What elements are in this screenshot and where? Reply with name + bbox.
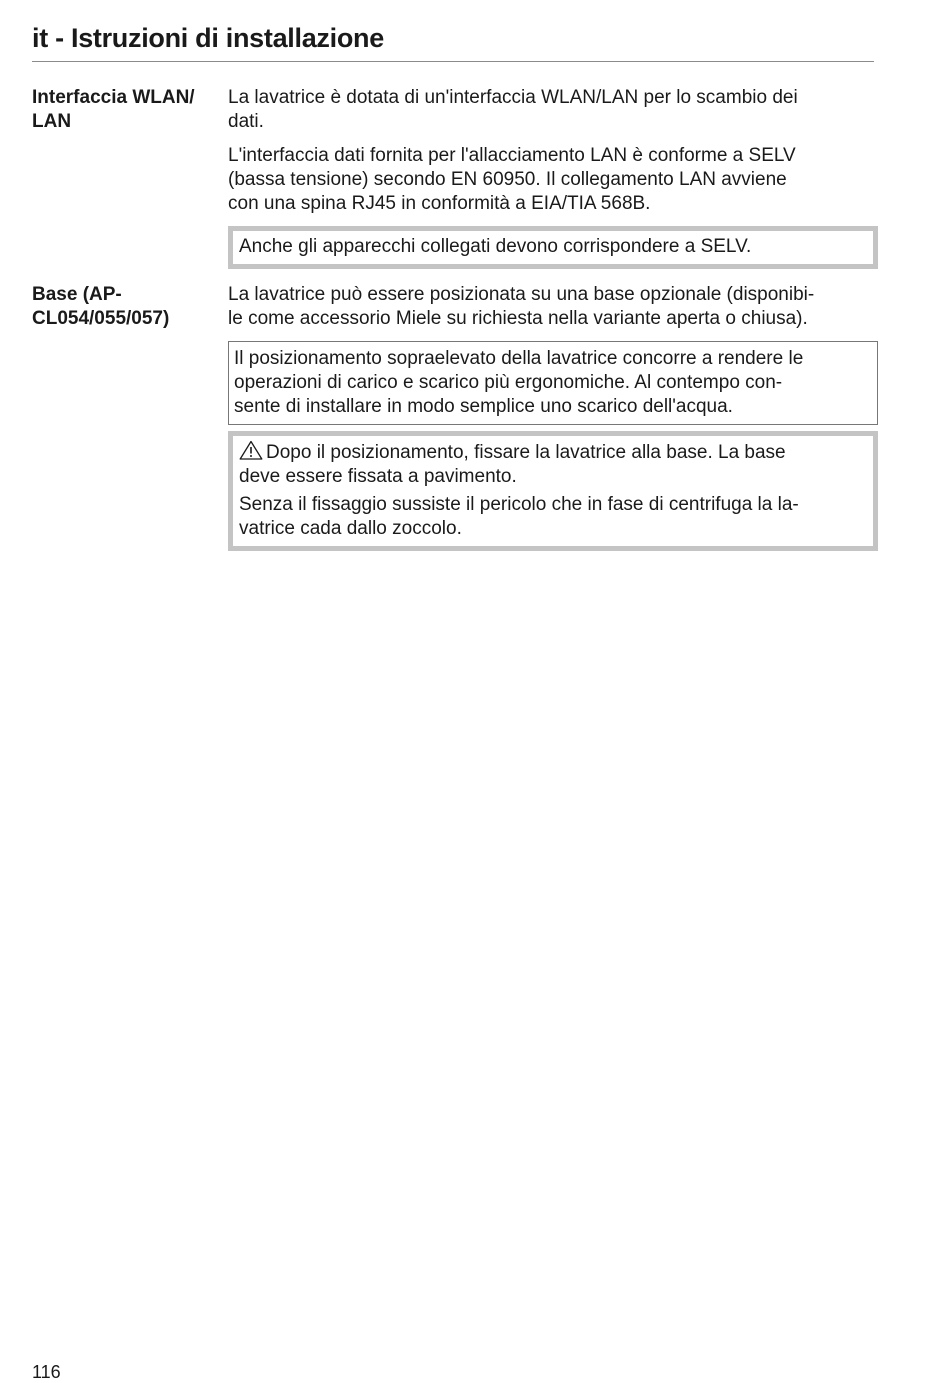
- note-box: Anche gli apparecchi collegati devono corrispondere a SELV.: [228, 226, 878, 269]
- paragraph: [228, 86, 878, 134]
- text-line: L'interfaccia dati fornita per l'allacciamento LAN è conforme a SELV: [228, 145, 796, 166]
- text-line: sente di installare in modo semplice uno scarico dell'acqua.: [234, 396, 733, 417]
- header-rule: [32, 61, 874, 62]
- page-title: it - Istruzioni di installazione: [32, 23, 384, 53]
- text-line: Dopo il posizionamento, fissare la lavatrice alla base. La base: [266, 442, 786, 463]
- text-line: operazioni di carico e scarico più ergonomiche. Al contempo con-: [234, 372, 783, 393]
- warning-paragraph: [239, 493, 867, 541]
- paragraph: [228, 144, 878, 216]
- warning-triangle-icon: [239, 440, 263, 460]
- label-line: Base (AP-: [32, 284, 122, 305]
- section-body: [228, 86, 878, 269]
- section-label: [32, 86, 222, 134]
- page-header: [32, 20, 874, 62]
- label-line: Interfaccia WLAN/: [32, 87, 195, 108]
- text-line: La lavatrice può essere posizionata su una base opzionale (disponibi-: [228, 284, 815, 305]
- text-line: Senza il fissaggio sussiste il pericolo che in fase di centrifuga la la-: [239, 494, 799, 515]
- label-line: CL054/055/057): [32, 308, 170, 329]
- text-line: Il posizionamento sopraelevato della lavatrice concorre a rendere le: [234, 348, 804, 369]
- text-line: le come accessorio Miele su richiesta nella variante aperta o chiusa).: [228, 308, 808, 329]
- text-line: deve essere fissata a pavimento.: [239, 466, 517, 487]
- page-number: 116: [32, 1362, 61, 1382]
- warning-paragraph: [239, 440, 867, 489]
- section-label: [32, 283, 222, 331]
- text-line: (bassa tensione) secondo EN 60950. Il collegamento LAN avviene: [228, 169, 787, 190]
- text-line: dati.: [228, 111, 264, 132]
- info-box: [228, 341, 878, 425]
- paragraph: [228, 283, 878, 331]
- text-line: La lavatrice è dotata di un'interfaccia WLAN/LAN per lo scambio dei: [228, 87, 798, 108]
- label-line: LAN: [32, 111, 72, 132]
- section-body: [228, 283, 878, 551]
- text-line: con una spina RJ45 in conformità a EIA/TIA 568B.: [228, 193, 651, 214]
- warning-box: [228, 431, 878, 551]
- text-line: vatrice cada dallo zoccolo.: [239, 518, 462, 539]
